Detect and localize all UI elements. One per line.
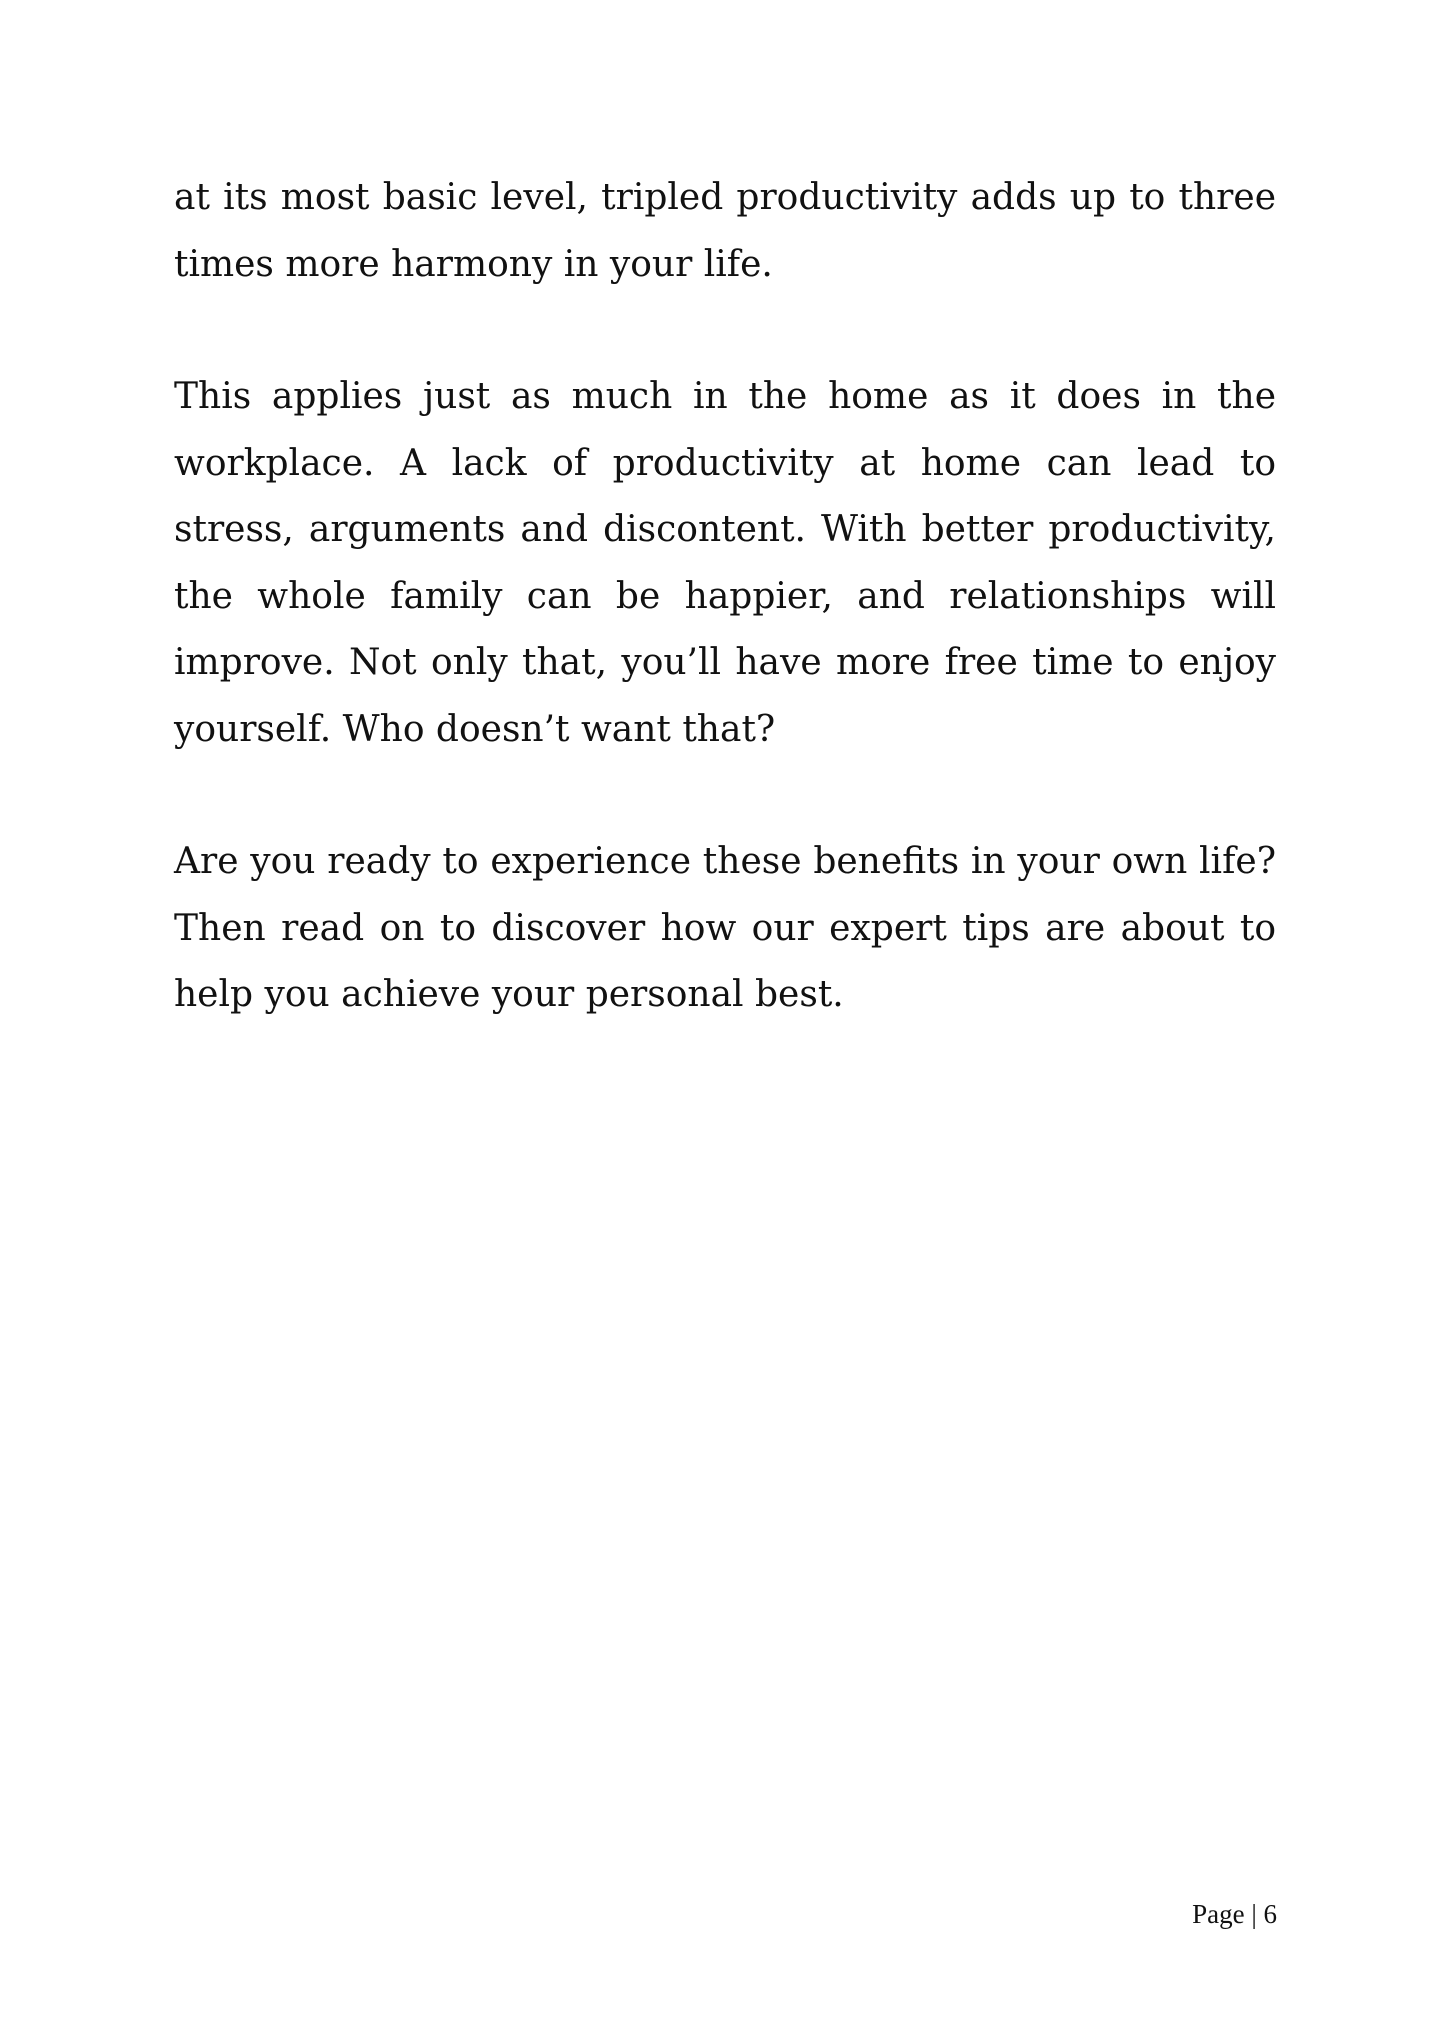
page-number: Page | 6 <box>1192 1899 1277 1929</box>
paragraph-ready-to-experience: Are you ready to experience these benefits in your own life? Then read on to discover how our expert tips are about to help you achieve your personal best. <box>174 841 1276 1015</box>
paragraph-productivity-harmony: at its most basic level, tripled productivity adds up to three times more harmony in your life. <box>174 177 1276 285</box>
body-text <box>174 165 1276 1029</box>
paragraph-home-workplace: This applies just as much in the home as it does in the workplace. A lack of productivity at home can lead to stress, arguments and discontent. With better productivity, the whole family can be happier, and relationships will improve. Not only that, you’ll have more free time to enjoy yourself. Who doesn’t want that? <box>174 376 1276 750</box>
